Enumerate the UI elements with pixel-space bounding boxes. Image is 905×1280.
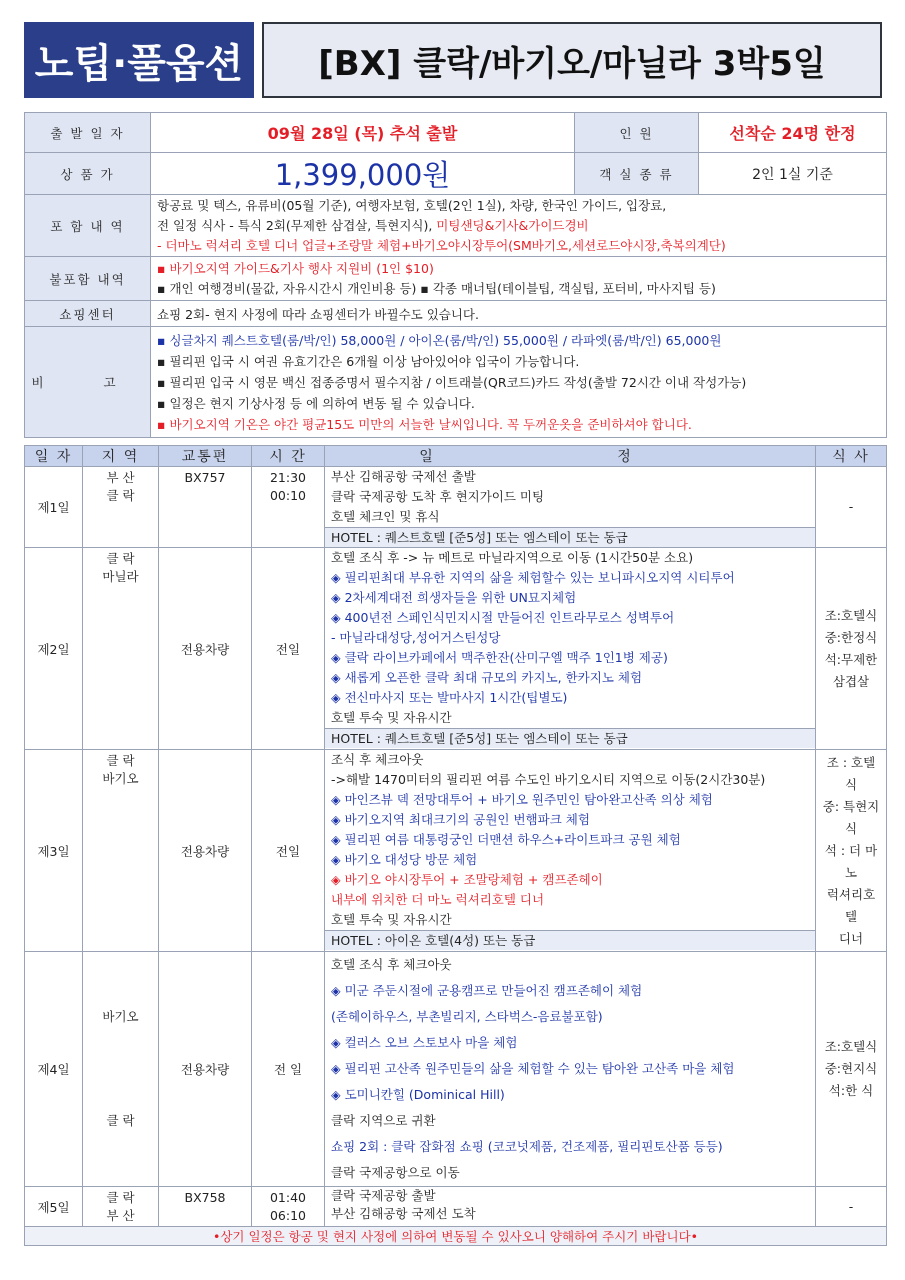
region: 클 락 [106, 1113, 135, 1128]
people-value: 선착순 24명 한정 [699, 113, 887, 153]
schedule-line: 부산 김해공항 국제선 도착 [331, 1206, 476, 1221]
col-schedule: 일 정 [325, 446, 816, 467]
region: 바기오 [102, 771, 139, 786]
included-line-2: 전 일정 식사 - 특식 2회(무제한 삼겹살, 특현지식), [157, 217, 433, 233]
time: 00:10 [269, 488, 307, 503]
schedule-line: 쇼핑 2회 : 클락 잡화점 쇼핑 (코코넛제품, 건조제품, 필리핀토산품 등등) [331, 1139, 723, 1154]
meal: 중:한정식 [824, 629, 878, 645]
schedule-line: ◈ 필리핀최대 부유한 지역의 삶을 체험할수 있는 보니파시오지역 시티투어 [331, 570, 735, 585]
meal: 삼겹살 [832, 673, 870, 689]
footer-note: •상기 일정은 항공 및 현지 사정에 의하여 변동될 수 있사오니 양해하여 주시기 바랍니다• [25, 1227, 887, 1246]
time: 01:40 [269, 1190, 307, 1205]
departure-value: 09월 28일 (목) 추석 출발 [151, 113, 575, 153]
schedule-line: ◈ 미군 주둔시절에 군용캠프로 만들어진 캠프존헤이 체험 [331, 983, 643, 998]
time: 전 일 [252, 952, 325, 1187]
meal: 조:호텔식 [824, 607, 878, 623]
day-label: 제1일 [25, 467, 83, 548]
schedule-line: ◈ 마인즈뷰 덱 전망대투어 + 바기오 원주민인 탐아완고산족 의상 체험 [331, 792, 713, 807]
region: 마닐라 [102, 569, 139, 584]
day-row [25, 1187, 887, 1227]
hotel-line: HOTEL : 퀘스트호텔 [준5성] 또는 엠스테이 또는 동급 [325, 728, 815, 748]
shopping-value: 쇼핑 2회- 현지 사정에 따라 쇼핑센터가 바뀔수도 있습니다. [151, 301, 887, 327]
time: 21:30 [269, 470, 307, 485]
col-meal: 식 사 [816, 446, 887, 467]
day-label: 제5일 [25, 1187, 83, 1227]
excluded-line-2: ▪ 개인 여행경비(물값, 자유시간시 개인비용 등) ▪ 각종 매너팁(테이블팁, 객실팁, 포터비, 마사지팁 등) [157, 280, 716, 296]
included-line-3: 미팅샌딩&기사&가이드경비 [432, 217, 589, 233]
flight-number: BX758 [184, 1190, 226, 1205]
transport: 전용차량 [159, 750, 252, 952]
meal: 조 : 호텔식 [826, 754, 876, 792]
region: 부 산 [106, 470, 135, 485]
included-label: 포 함 내 역 [25, 195, 151, 257]
notes-label: 비 고 [25, 327, 151, 438]
schedule-line: ◈ 바기오 야시장투어 + 조말랑체험 + 캠프존헤이 [331, 872, 603, 887]
schedule-line: 클락 국제공항 출발 [331, 1188, 436, 1203]
meal: 중: 특현지식 [822, 798, 880, 836]
region: 바기오 [102, 1009, 139, 1024]
room-value: 2인 1실 기준 [699, 153, 887, 195]
meal: 석:무제한 [824, 651, 878, 667]
schedule-line: - 마닐라대성당,성어거스틴성당 [331, 630, 501, 645]
time: 전일 [252, 548, 325, 750]
transport: 전용차량 [159, 952, 252, 1187]
page-title: [BX] 클락/바기오/마닐라 3박5일 [262, 22, 882, 98]
schedule-line: ◈ 컬러스 오브 스토보사 마을 체험 [331, 1035, 518, 1050]
col-day: 일 자 [25, 446, 83, 467]
schedule-line: 클락 지역으로 귀환 [331, 1113, 436, 1128]
meal: 조:호텔식 [824, 1039, 878, 1054]
included-line-4: - 더마노 럭셔리 호텔 디너 업글+조랑말 체험+바기오야시장투어(SM바기오,세션로드야시장,축복의계단) [157, 237, 726, 253]
schedule-line: 부산 김해공항 국제선 출발 [331, 469, 476, 484]
people-label: 인 원 [575, 113, 699, 153]
day-row [25, 750, 887, 952]
region: 클 락 [106, 551, 135, 566]
schedule-line: ->해발 1470미터의 필리핀 여름 수도인 바기오시티 지역으로 이동(2시간30분) [331, 772, 766, 787]
meal: - [816, 1187, 887, 1227]
schedule-line: ◈ 필리핀 고산족 원주민들의 삶을 체험할 수 있는 탐아완 고산족 마을 체험 [331, 1061, 735, 1076]
region: 클 락 [106, 753, 135, 768]
meal: 디너 [838, 930, 864, 946]
departure-label: 출 발 일 자 [25, 113, 151, 153]
schedule-line: 호텔 조식 후 체크아웃 [331, 957, 452, 972]
day-label: 제4일 [25, 952, 83, 1187]
schedule-line: ◈ 필리핀 여름 대통령궁인 더맨션 하우스+라이트파크 공원 체험 [331, 832, 681, 847]
day-label: 제3일 [25, 750, 83, 952]
col-transport: 교통편 [159, 446, 252, 467]
transport: 전용차량 [159, 548, 252, 750]
note-item: ▪ 일정은 현지 기상사정 등 에 의하여 변동 될 수 있습니다. [157, 395, 475, 411]
meal: 럭셔리호텔 [826, 886, 876, 924]
schedule-line: 클락 국제공항 도착 후 현지가이드 미팅 [331, 489, 545, 504]
flight-number: BX757 [184, 470, 226, 485]
time: 06:10 [269, 1208, 307, 1223]
schedule-line: ◈ 도미니칸힐 (Dominical Hill) [331, 1087, 505, 1102]
excluded-line-1: ▪ 바기오지역 가이드&기사 행사 지원비 (1인 $10) [157, 260, 434, 276]
day-row [25, 548, 887, 750]
region: 클 락 [106, 488, 135, 503]
meal: 석 : 더 마노 [824, 842, 878, 880]
schedule-line: 호텔 체크인 및 휴식 [331, 509, 440, 524]
hotel-line: HOTEL : 퀘스트호텔 [준5성] 또는 엠스테이 또는 동급 [325, 527, 815, 547]
hotel-line: HOTEL : 아이온 호텔(4성) 또는 동급 [325, 930, 815, 950]
page-header [24, 22, 882, 98]
schedule-line: 호텔 투숙 및 자유시간 [331, 912, 452, 927]
region: 부 산 [106, 1208, 135, 1223]
day-row [25, 467, 887, 548]
schedule-line: 내부에 위치한 더 마노 럭셔리호텔 디너 [331, 892, 545, 907]
schedule-line: 호텔 투숙 및 자유시간 [331, 710, 452, 725]
schedule-line: ◈ 전신마사지 또는 발마사지 1시간(팁별도) [331, 690, 568, 705]
schedule-line: 호텔 조식 후 -> 뉴 메트로 마닐라지역으로 이동 (1시간50분 소요) [331, 550, 694, 565]
region: 클 락 [106, 1190, 135, 1205]
schedule-line: 조식 후 체크아웃 [331, 752, 424, 767]
note-item: ▪ 바기오지역 기온은 야간 평균15도 미만의 서늘한 날씨입니다. 꼭 두꺼운옷을 준비하셔야 합니다. [157, 416, 692, 432]
note-item: ▪ 필리핀 입국 시 영문 백신 접종증명서 필수지참 / 이트래블(QR코드)카드 작성(출발 72시간 이내 작성가능) [157, 374, 747, 390]
note-item: ▪ 필리핀 입국 시 여권 유효기간은 6개월 이상 남아있어야 입국이 가능합니다. [157, 353, 580, 369]
time: 전일 [252, 750, 325, 952]
price-label: 상 품 가 [25, 153, 151, 195]
day-row [25, 952, 887, 1187]
schedule-line: ◈ 바기오지역 최대크기의 공원인 번햄파크 체험 [331, 812, 590, 827]
schedule-line: ◈ 바기오 대성당 방문 체험 [331, 852, 478, 867]
schedule-line: ◈ 새롭게 오픈한 클락 최대 규모의 카지노, 한카지노 체험 [331, 670, 643, 685]
note-item: ▪ 싱글차지 퀘스트호텔(룸/박/인) 58,000원 / 아이온(룸/박/인) 55,000원 / 라파엣(룸/박/인) 65,000원 [157, 332, 722, 348]
col-time: 시 간 [252, 446, 325, 467]
excluded-label: 불포함 내역 [25, 257, 151, 301]
schedule-line: (존헤이하우스, 부촌빌리지, 스타벅스-음료불포함) [331, 1009, 603, 1024]
schedule-line: ◈ 2차세계대전 희생자들을 위한 UN묘지체험 [331, 590, 577, 605]
shopping-label: 쇼핑센터 [25, 301, 151, 327]
col-region: 지 역 [83, 446, 159, 467]
room-label: 객 실 종 류 [575, 153, 699, 195]
day-label: 제2일 [25, 548, 83, 750]
schedule-line: ◈ 400년전 스페인식민지시절 만들어진 인트라무로스 성벽투어 [331, 610, 675, 625]
meal: 중:현지식 [824, 1061, 878, 1076]
included-line-1: 항공료 및 텍스, 유류비(05월 기준), 여행자보험, 호텔(2인 1실), 차량, 한국인 가이드, 입장료, [157, 197, 667, 213]
meal: - [816, 467, 887, 548]
meal: 석:한 식 [828, 1083, 874, 1098]
price-value: 1,399,000원 [151, 153, 575, 195]
no-tip-badge: 노팁·풀옵션 [24, 22, 254, 98]
info-table [24, 112, 887, 438]
schedule-line: 클락 국제공항으로 이동 [331, 1165, 460, 1180]
itinerary-table [24, 445, 887, 1246]
schedule-line: ◈ 클락 라이브카페에서 맥주한잔(산미구엘 맥주 1인1병 제공) [331, 650, 668, 665]
